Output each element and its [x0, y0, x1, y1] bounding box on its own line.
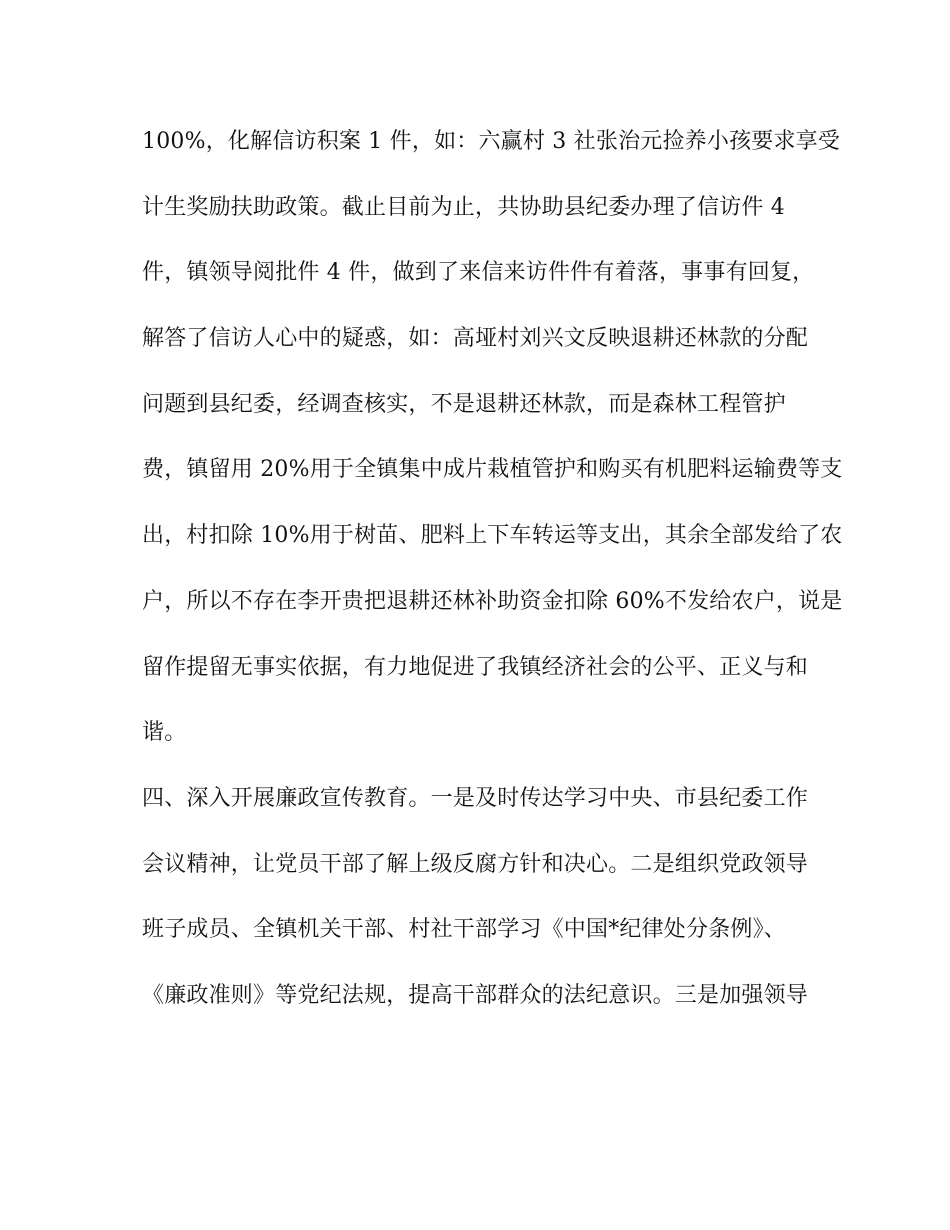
text-line: 计生奖励扶助政策。截止目前为止，共协助县纪委办理了信访件 4: [142, 194, 785, 220]
text-line: 班子成员、全镇机关干部、村社干部学习《中国*纪律处分条例》、: [142, 917, 787, 943]
text-line: 100%，化解信访积案 1 件，如：六赢村 3 社张治元捡养小孩要求享受: [142, 129, 841, 154]
text-line: 出，村扣除 10%用于树苗、肥料上下车转运等支出，其余全部发给了农: [142, 523, 843, 549]
text-line: 留作提留无事实依据，有力地促进了我镇经济社会的公平、正义与和: [142, 654, 809, 680]
text-line: 件，镇领导阅批件 4 件，做到了来信来访件件有着落，事事有回复，: [142, 260, 815, 286]
text-line: 《廉政准则》等党纪法规，提高干部群众的法纪意识。三是加强领导: [142, 982, 809, 1008]
text-line: 费，镇留用 20%用于全镇集中成片栽植管护和购买有机肥料运输费等支: [142, 457, 843, 483]
text-line: 问题到县纪委，经调查核实，不是退耕还林款，而是森林工程管护: [142, 391, 786, 417]
document-body: [142, 122, 843, 1042]
text-line: 四、深入开展廉政宣传教育。一是及时传达学习中央、市县纪委工作: [142, 785, 809, 811]
text-line: 户，所以不存在李开贵把退耕还林补助资金扣除 60%不发给农户，说是: [142, 588, 843, 614]
text-line: 谐。: [142, 720, 187, 746]
text-line: 会议精神，让党员干部了解上级反腐方针和决心。二是组织党政领导: [142, 851, 809, 877]
text-line: 解答了信访人心中的疑惑，如：高垭村刘兴文反映退耕还林款的分配: [142, 326, 809, 352]
